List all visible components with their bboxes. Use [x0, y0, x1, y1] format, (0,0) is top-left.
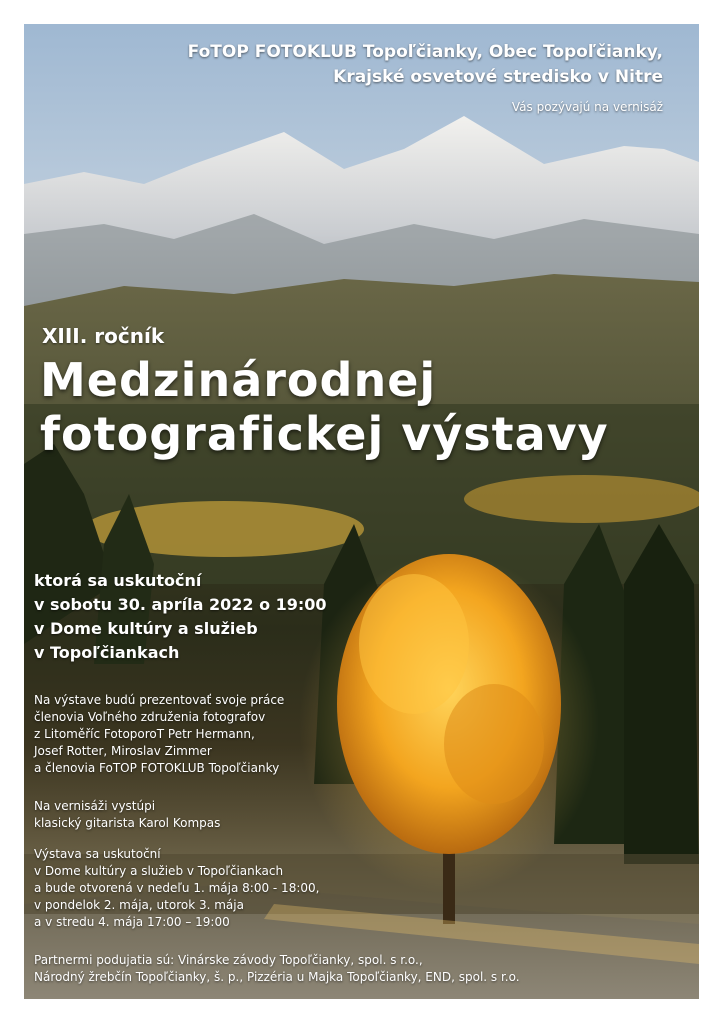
event-details: [34, 569, 327, 665]
paragraph-line: v pondelok 2. mája, utorok 3. mája: [34, 898, 244, 912]
paragraph-line: a v stredu 4. mája 17:00 – 19:00: [34, 915, 230, 929]
paragraph-line: a členovia FoTOP FOTOKLUB Topoľčianky: [34, 761, 280, 775]
exhibitors-paragraph: [34, 692, 284, 777]
event-line-3: v Dome kultúry a služieb: [34, 619, 258, 638]
paragraph-line: Josef Rotter, Miroslav Zimmer: [34, 744, 212, 758]
paragraph-line: v Dome kultúry a služieb v Topoľčiankach: [34, 864, 284, 878]
organizers-line-2: Krajské osvetové stredisko v Nitre: [333, 67, 663, 87]
paragraph-line: Partnermi podujatia sú: Vinárske závody Topoľčianky, spol. s r.o.,: [34, 953, 423, 967]
invitation-text: Vás pozývajú na vernisáž: [511, 100, 663, 114]
paragraph-line: z Litoměříc FotoporoT Petr Hermann,: [34, 727, 255, 741]
title-line-2: fotografickej výstavy: [40, 407, 609, 461]
paragraph-line: Na výstave budú prezentovať svoje práce: [34, 693, 285, 707]
partners-paragraph: [34, 952, 520, 986]
paragraph-line: Národný žrebčín Topoľčianky, š. p., Pizzéria u Majka Topoľčianky, END, spol. s r.o.: [34, 970, 520, 984]
edition-label: XIII. ročník: [42, 324, 165, 348]
paragraph-line: klasický gitarista Karol Kompas: [34, 816, 221, 830]
paragraph-line: členovia Voľného združenia fotografov: [34, 710, 266, 724]
schedule-paragraph: [34, 846, 319, 931]
paragraph-line: a bude otvorená v nedeľu 1. mája 8:00 - 18:00,: [34, 881, 320, 895]
organizers-line-1: FoTOP FOTOKLUB Topoľčianky, Obec Topoľčianky,: [187, 42, 663, 62]
event-line-2: v sobotu 30. apríla 2022 o 19:00: [34, 595, 327, 614]
event-line-4: v Topoľčiankach: [34, 643, 180, 662]
paragraph-line: Na vernisáži vystúpi: [34, 799, 156, 813]
title-line-1: Medzinárodnej: [40, 353, 437, 407]
paragraph-line: Výstava sa uskutoční: [34, 847, 161, 861]
event-line-1: ktorá sa uskutoční: [34, 571, 202, 590]
poster: [24, 24, 699, 999]
performer-paragraph: [34, 798, 220, 832]
